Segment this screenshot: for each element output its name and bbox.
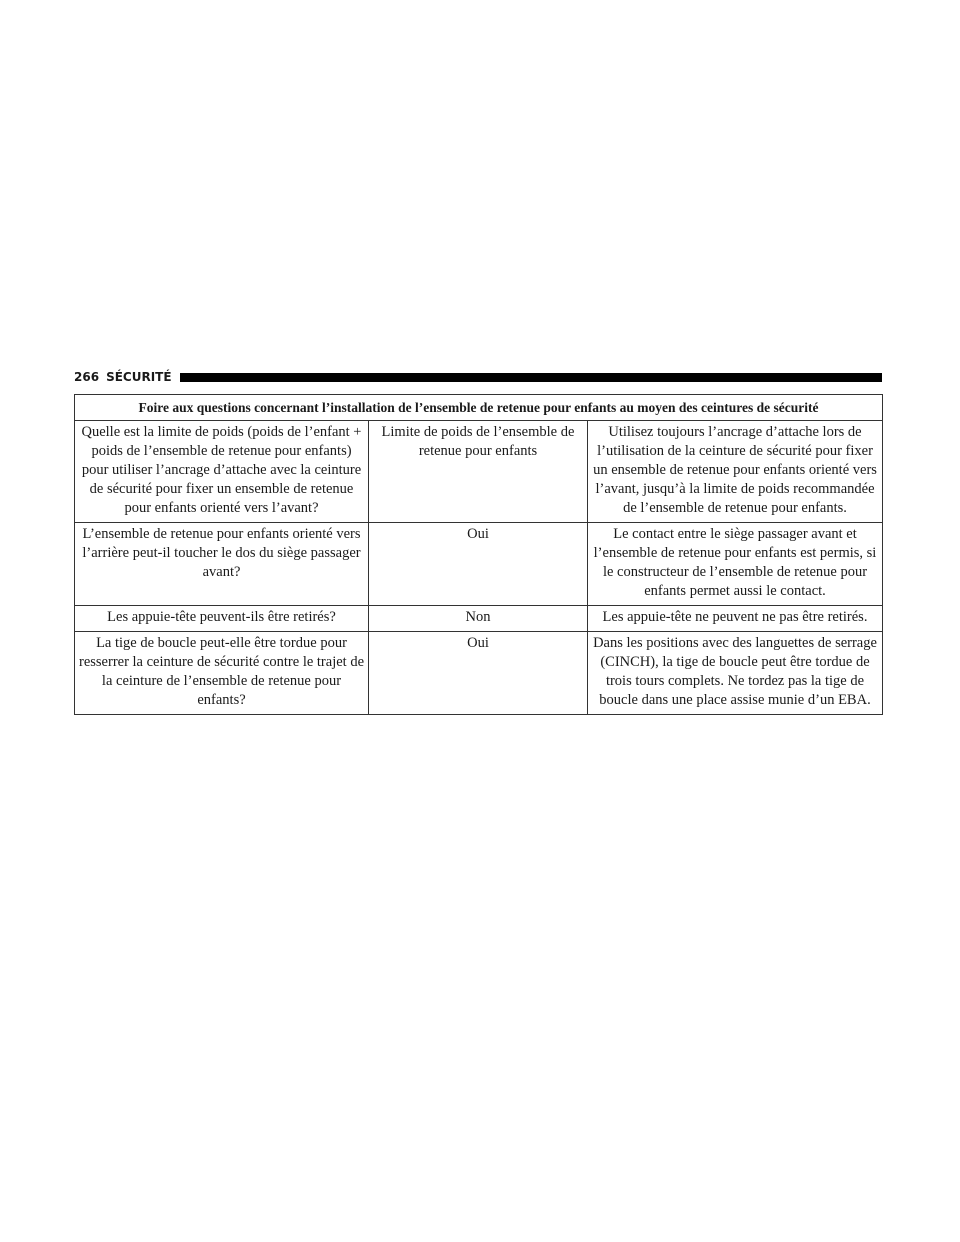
question-cell: L’ensemble de retenue pour enfants orienté vers l’arrière peut-il toucher le dos du siège passager avant? bbox=[75, 523, 369, 606]
page-number: 266 bbox=[74, 370, 100, 384]
question-cell: Quelle est la limite de poids (poids de l’enfant + poids de l’ensemble de retenue pour enfants) pour utiliser l’ancrage d’attache avec la ceinture de sécurité pour fixer un ensemble de retenue pour enfants orienté vers l’avant? bbox=[75, 421, 369, 523]
details-cell: Le contact entre le siège passager avant et l’ensemble de retenue pour enfants est permis, si le constructeur de l’ensemble de retenue pour enfants permet aussi le contact. bbox=[588, 523, 883, 606]
section-title: SÉCURITÉ bbox=[106, 370, 172, 384]
table-header-row bbox=[75, 395, 883, 421]
table-row bbox=[75, 606, 883, 632]
details-cell: Dans les positions avec des languettes de serrage (CINCH), la tige de boucle peut être tordue de trois tours complets. Ne tordez pas la tige de boucle dans une place assise munie d’un EBA. bbox=[588, 632, 883, 715]
table-title: Foire aux questions concernant l’installation de l’ensemble de retenue pour enfants au moyen des ceintures de sécurité bbox=[75, 395, 883, 421]
details-cell: Utilisez toujours l’ancrage d’attache lors de l’utilisation de la ceinture de sécurité pour fixer un ensemble de retenue pour enfants orienté vers l’avant, jusqu’à la limite de poids recommandée de l’ensemble de retenue pour enfants. bbox=[588, 421, 883, 523]
details-cell: Les appuie-tête ne peuvent ne pas être retirés. bbox=[588, 606, 883, 632]
page-header bbox=[74, 367, 882, 387]
answer-cell: Non bbox=[369, 606, 588, 632]
answer-cell: Oui bbox=[369, 523, 588, 606]
table-row bbox=[75, 421, 883, 523]
table-row bbox=[75, 523, 883, 606]
answer-cell: Oui bbox=[369, 632, 588, 715]
table-row bbox=[75, 632, 883, 715]
faq-table bbox=[74, 394, 883, 715]
header-rule bbox=[180, 373, 882, 382]
question-cell: Les appuie-tête peuvent-ils être retirés? bbox=[75, 606, 369, 632]
question-cell: La tige de boucle peut-elle être tordue pour resserrer la ceinture de sécurité contre le trajet de la ceinture de l’ensemble de retenue pour enfants? bbox=[75, 632, 369, 715]
answer-cell: Limite de poids de l’ensemble de retenue pour enfants bbox=[369, 421, 588, 523]
